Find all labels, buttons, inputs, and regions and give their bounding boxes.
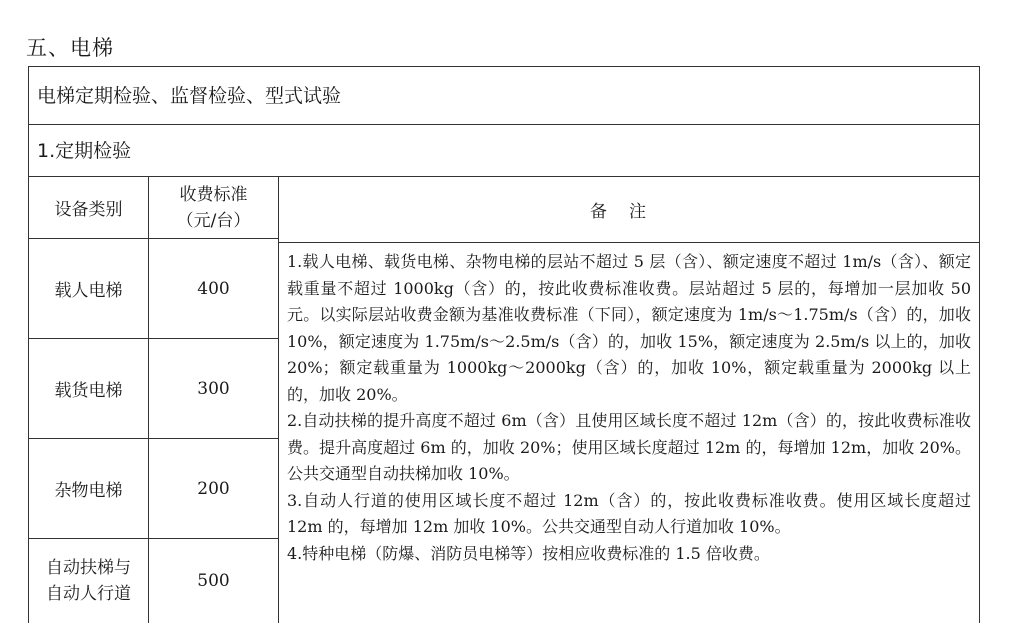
- note-3: 3.自动人行道的使用区域长度不超过 12m（含）的，按此收费标准收费。使用区域长度超过 12m 的，每增加 12m 加收 10%。公共交通型自动人行道加收 10%。: [287, 490, 971, 536]
- note-1: 1.载人电梯、载货电梯、杂物电梯的层站不超过 5 层（含）、额定速度不超过 1m/s（含）、额定载重量不超过 1000kg（含）的，按此收费标准收费。层站超过 5 层的，每增加一层加收 50 元。以实际层站收费金额为基准收费标准（下同），额定速度为 1m/s～1.75m/s（含）的，加收 10%，额定速度为 1.75m/s～2.5m/s（含）的，加收 15%，额定速度为 2.5m/s 以上的，加收 20%；额定载重量为 1000kg～2000kg（含）的，加收 10%，额定载重量为 2000kg 以上的，加收 20%。: [287, 252, 971, 404]
- header-equipment-type: 设备类别: [29, 177, 149, 239]
- row-fee-dumbwaiter: 200: [149, 439, 279, 539]
- header-fee-line1: 收费标准: [179, 184, 248, 205]
- row-fee-passenger: 400: [149, 239, 279, 339]
- note-2: 2.自动扶梯的提升高度不超过 6m（含）且使用区域长度不超过 12m（含）的，按此收费标准收费。提升高度超过 6m 的，加收 20%；使用区域长度超过 12m 的，每增加 12m，加收 20%。公共交通型自动扶梯加收 10%。: [287, 411, 971, 483]
- row-type-escalator-line2: 自动人行道: [46, 584, 131, 604]
- row-fee-freight: 300: [149, 339, 279, 439]
- fee-grid: [29, 177, 979, 623]
- row-type-freight: 载货电梯: [29, 339, 149, 439]
- table-title: 电梯定期检验、监督检验、型式试验: [29, 67, 979, 125]
- notes-cell: [279, 243, 979, 623]
- fee-table: [28, 66, 980, 623]
- row-fee-escalator: 500: [149, 539, 279, 623]
- section-heading: 五、电梯: [26, 36, 114, 60]
- row-type-escalator-line1: 自动扶梯与: [46, 558, 131, 578]
- header-fee-line2: （元/台）: [176, 210, 251, 231]
- note-4: 4.特种电梯（防爆、消防员电梯等）按相应收费标准的 1.5 倍收费。: [287, 543, 770, 563]
- row-type-passenger: 载人电梯: [29, 239, 149, 339]
- table-subtitle: 1.定期检验: [29, 125, 979, 177]
- row-type-dumbwaiter: 杂物电梯: [29, 439, 149, 539]
- header-notes: 备注: [279, 177, 979, 243]
- header-fee-standard: [149, 177, 279, 239]
- row-type-escalator: [29, 539, 149, 623]
